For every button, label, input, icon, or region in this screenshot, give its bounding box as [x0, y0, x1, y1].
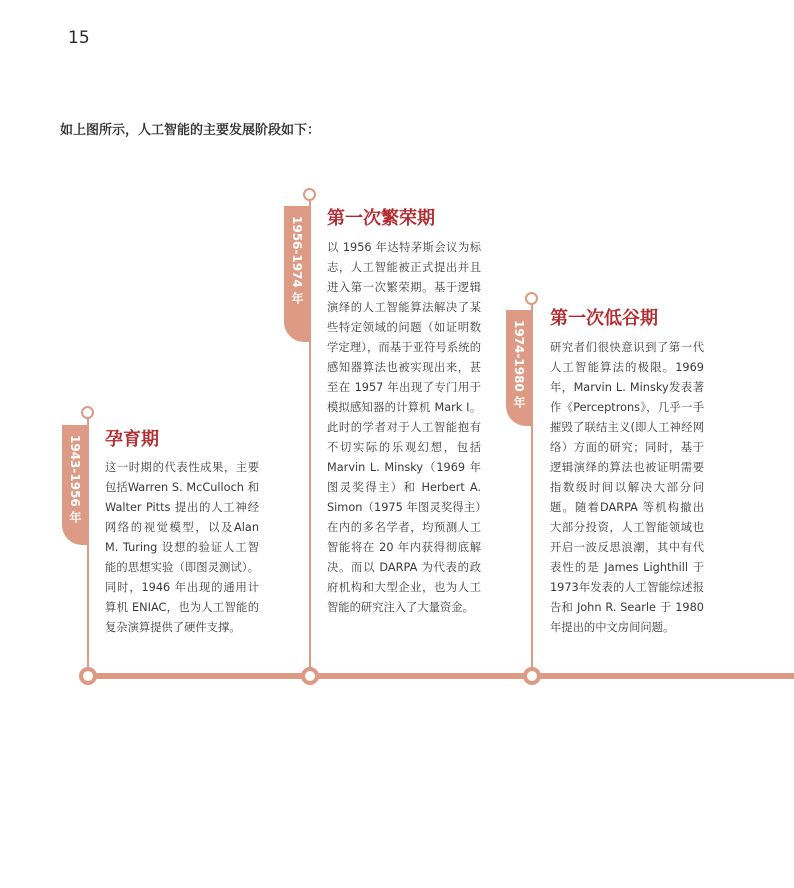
- era-3-title: 第一次低谷期: [550, 308, 658, 329]
- era-2-body: 以 1956 年达特茅斯会议为标志，人工智能被正式提出并且进入第一次繁荣期。基于逻辑演绎的人工智能算法解决了某些特定领域的问题（如证明数学定理），而基于亚符号系统的感知器算法也被实现出来，甚至在 1957 年出现了专门用于模拟感知器的计算机 Mark I。此时的学者对于人工智能抱有不切实际的乐观幻想，包括Marvin L. Minsky（1969 年图灵奖得主）和 Herbert A. Simon（1975 年图灵奖得主）在内的多名学者，均预测人工智能将在 20 年内获得彻底解决。而以 DARPA 为代表的政府机构和大型企业，也为人工智能的研究注入了大量资金。: [327, 241, 481, 614]
- era-3-body: 研究者们很快意识到了第一代人工智能算法的极限。1969 年，Marvin L. Minsky发表著作《Perceptrons》，几乎一手摧毁了联结主义(即人工神经网络）方面的研究；同时，基于逻辑演绎的算法也被证明需要指数级时间以解决大部分问题。随着DARPA 等机构撤出大部分投资，人工智能领域也开启一波反思浪潮，其中有代表性的是 James Lighthill 于 1973年发表的人工智能综述报告和 John R. Searle 于 1980 年提出的中文房间问题。: [550, 341, 704, 634]
- era-3-node: [523, 667, 541, 685]
- era-3-top-marker: [525, 292, 538, 305]
- era-3-years: 1974-1980 年: [512, 320, 526, 408]
- era-1-years: 1943-1956 年: [68, 435, 82, 523]
- era-1-body: 这一时期的代表性成果，主要包括Warren S. McCulloch 和 Walter Pitts 提出的人工神经网络的视觉模型，以及Alan M. Turing 设想的验证人工智能的思想实验（即图灵测试）。同时，1946 年出现的通用计算机 ENIAC，也为人工智能的复杂演算提供了硬件支撑。: [105, 461, 259, 634]
- era-1-year-tab: [62, 425, 88, 545]
- era-2-top-marker: [303, 188, 316, 201]
- page-number: 15: [68, 28, 90, 48]
- intro-text: 如上图所示，人工智能的主要发展阶段如下：: [60, 123, 321, 138]
- era-2-year-tab: [284, 206, 310, 342]
- era-2-title: 第一次繁荣期: [327, 208, 435, 229]
- timeline-axis: [87, 673, 794, 679]
- era-2-years: 1956-1974 年: [290, 216, 304, 304]
- era-1-title: 孕育期: [105, 429, 159, 450]
- era-3-year-tab: [506, 310, 532, 426]
- era-1-node: [79, 667, 97, 685]
- era-1-top-marker: [81, 406, 94, 419]
- era-2-node: [301, 667, 319, 685]
